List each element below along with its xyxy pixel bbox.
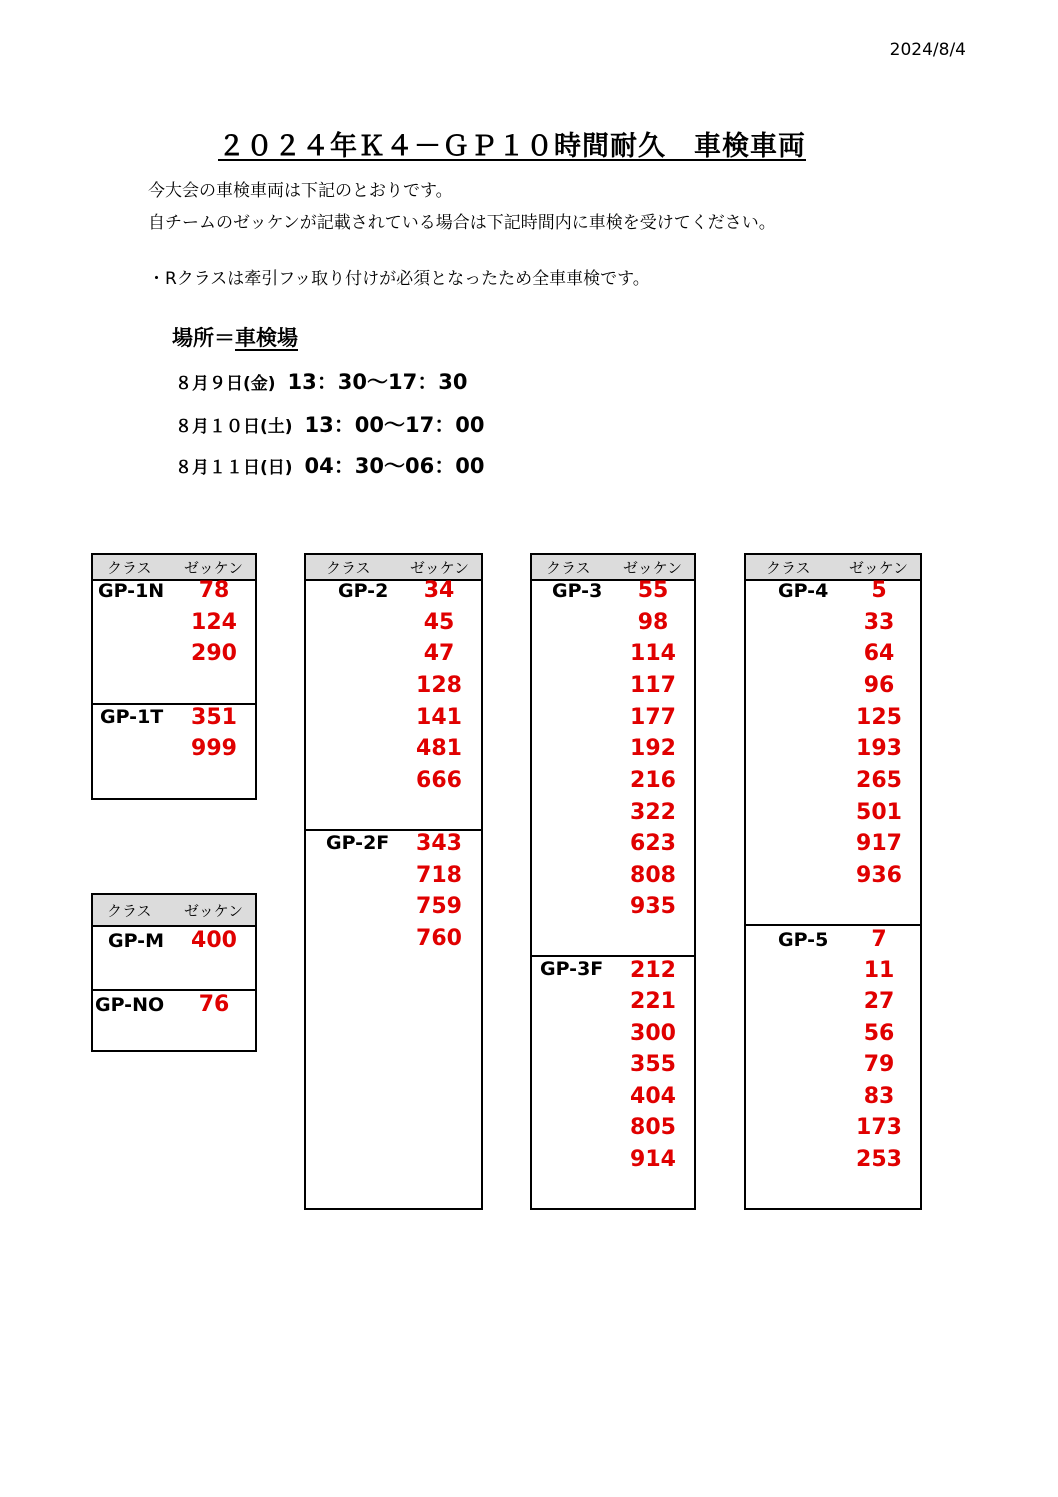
car-number: 98 xyxy=(637,610,669,635)
class-header: クラス xyxy=(107,559,152,577)
car-number: 760 xyxy=(416,926,462,951)
class-header: クラス xyxy=(107,902,152,920)
car-number: 805 xyxy=(630,1115,676,1140)
car-number: 322 xyxy=(630,800,676,825)
car-number: 917 xyxy=(856,831,902,856)
class-label: GP-1N xyxy=(98,580,165,602)
car-number: 718 xyxy=(416,863,462,888)
inspection-place xyxy=(172,322,298,352)
car-number: 400 xyxy=(191,928,237,953)
car-number: 914 xyxy=(630,1147,676,1172)
car-number: 78 xyxy=(198,578,230,603)
car-number: 936 xyxy=(856,863,902,888)
class-label: GP-1T xyxy=(100,706,164,728)
schedule-day: ８月１０日(土) xyxy=(175,417,293,437)
car-number: 290 xyxy=(191,641,237,666)
schedule-time: 04：30～06：00 xyxy=(304,454,485,478)
class-header: クラス xyxy=(326,559,371,577)
schedule-day: ８月９日(金) xyxy=(175,374,276,394)
schedule-time: 13：30～17：30 xyxy=(287,370,468,394)
car-number: 808 xyxy=(630,863,676,888)
car-number: 343 xyxy=(416,831,462,856)
group-divider xyxy=(93,989,255,991)
class-label: GP-3 xyxy=(552,580,603,602)
car-number: 935 xyxy=(630,894,676,919)
car-number: 481 xyxy=(416,736,462,761)
car-number: 216 xyxy=(630,768,676,793)
car-number: 300 xyxy=(630,1021,676,1046)
car-number: 5 xyxy=(871,578,887,603)
car-number: 83 xyxy=(863,1084,895,1109)
number-header: ゼッケン xyxy=(849,559,908,577)
car-number: 11 xyxy=(863,958,895,983)
car-number: 79 xyxy=(863,1052,895,1077)
car-number: 7 xyxy=(871,927,887,952)
car-number: 45 xyxy=(423,610,455,635)
number-header: ゼッケン xyxy=(623,559,682,577)
title-text: ２０２４年Ｋ４－ＧＰ１０時間耐久 車検車両 xyxy=(218,131,806,162)
car-number: 27 xyxy=(863,989,895,1014)
car-number: 124 xyxy=(191,610,237,635)
schedule-day: ８月１１日(日) xyxy=(175,458,293,478)
car-number: 173 xyxy=(856,1115,902,1140)
inspection-table-gp1 xyxy=(91,553,257,800)
car-number: 33 xyxy=(863,610,895,635)
car-number: 117 xyxy=(630,673,676,698)
class-label: GP-3F xyxy=(540,958,604,980)
table-header xyxy=(93,895,255,927)
car-number: 623 xyxy=(630,831,676,856)
class-label: GP-NO xyxy=(95,994,165,1016)
car-number: 125 xyxy=(856,705,902,730)
schedule-time: 13：00～17：00 xyxy=(304,413,485,437)
car-number: 34 xyxy=(423,578,455,603)
car-number: 221 xyxy=(630,989,676,1014)
car-number: 999 xyxy=(191,736,237,761)
car-number: 212 xyxy=(630,958,676,983)
car-number: 114 xyxy=(630,641,676,666)
class-header: クラス xyxy=(546,559,591,577)
inspection-table-gp2 xyxy=(304,553,483,1210)
intro-line-2: 自チームのゼッケンが記載されている場合は下記時間内に車検を受けてください。 xyxy=(148,213,776,233)
car-number: 55 xyxy=(637,578,669,603)
page-title xyxy=(0,124,1024,163)
car-number: 192 xyxy=(630,736,676,761)
number-header: ゼッケン xyxy=(184,902,243,920)
class-header: クラス xyxy=(766,559,811,577)
number-header: ゼッケン xyxy=(410,559,469,577)
intro-line-3: ・Rクラスは牽引フッ取り付けが必須となったため全車車検です。 xyxy=(148,269,650,289)
class-label: GP-5 xyxy=(778,929,829,951)
car-number: 666 xyxy=(416,768,462,793)
car-number: 177 xyxy=(630,705,676,730)
intro-line-1: 今大会の車検車両は下記のとおりです。 xyxy=(148,181,453,201)
number-header: ゼッケン xyxy=(184,559,243,577)
car-number: 64 xyxy=(863,641,895,666)
class-label: GP-4 xyxy=(778,580,829,602)
car-number: 76 xyxy=(198,992,230,1017)
car-number: 351 xyxy=(191,705,237,730)
car-number: 253 xyxy=(856,1147,902,1172)
car-number: 355 xyxy=(630,1052,676,1077)
inspection-table-gp4 xyxy=(744,553,922,1210)
place-label: 場所＝ xyxy=(172,326,235,350)
group-divider xyxy=(532,955,694,957)
car-number: 265 xyxy=(856,768,902,793)
car-number: 128 xyxy=(416,673,462,698)
schedule-row xyxy=(175,366,467,396)
car-number: 47 xyxy=(423,641,455,666)
group-divider xyxy=(746,924,920,926)
class-label: GP-2F xyxy=(326,832,390,854)
inspection-table-gp3 xyxy=(530,553,696,1210)
car-number: 404 xyxy=(630,1084,676,1109)
car-number: 56 xyxy=(863,1021,895,1046)
class-label: GP-M xyxy=(108,930,164,952)
car-number: 193 xyxy=(856,736,902,761)
car-number: 759 xyxy=(416,894,462,919)
class-label: GP-2 xyxy=(338,580,389,602)
place-value: 車検場 xyxy=(235,326,298,350)
inspection-table-gpm xyxy=(91,893,257,1052)
schedule-row xyxy=(175,450,484,480)
document-date: 2024/8/4 xyxy=(889,40,966,60)
car-number: 141 xyxy=(416,705,462,730)
car-number: 501 xyxy=(856,800,902,825)
schedule-row xyxy=(175,409,484,439)
car-number: 96 xyxy=(863,673,895,698)
